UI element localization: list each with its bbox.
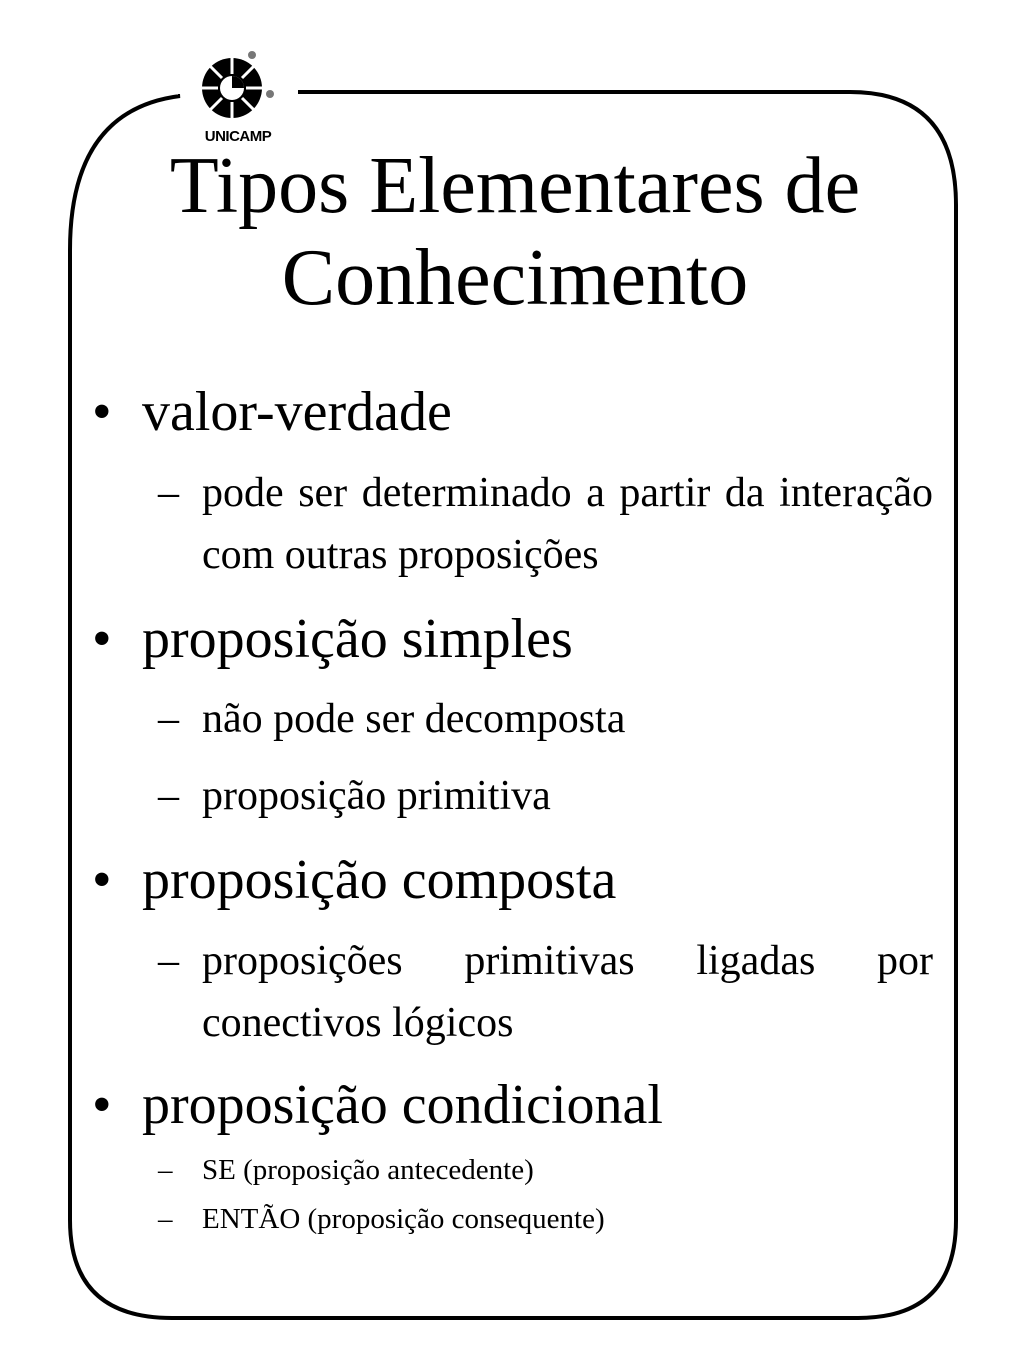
bullet-icon: • [92, 608, 112, 670]
sub-item-text: ENTÃO (proposição consequente) [202, 1203, 605, 1235]
dash-icon: – [158, 1203, 173, 1235]
bullet-label: proposição simples [142, 608, 573, 670]
sub-item-text: SE (proposição antecedente) [202, 1154, 534, 1186]
sub-item-text: proposição primitiva [202, 773, 551, 819]
dash-icon: – [158, 938, 179, 984]
bullet-label: valor-verdade [142, 381, 452, 443]
slide-title: Tipos Elementares de Conhecimento [169, 142, 861, 322]
dash-icon: – [158, 1154, 173, 1186]
bullet-icon: • [92, 849, 112, 911]
sub-item-text: pode ser determinado a partir da interação com outras proposições [202, 470, 933, 578]
dash-icon: – [158, 696, 179, 742]
dash-icon: – [158, 470, 179, 516]
sub-item-text: proposições primitivas ligadas por conectivos lógicos [202, 938, 933, 1046]
bullet-icon: • [92, 1074, 112, 1136]
bullet-label: proposição condicional [142, 1074, 663, 1136]
bullet-icon: • [92, 381, 112, 443]
unicamp-logo-text: UNICAMP [204, 128, 272, 145]
dash-icon: – [158, 773, 179, 819]
sub-item-text: não pode ser decomposta [202, 696, 626, 742]
bullet-label: proposição composta [142, 849, 617, 911]
